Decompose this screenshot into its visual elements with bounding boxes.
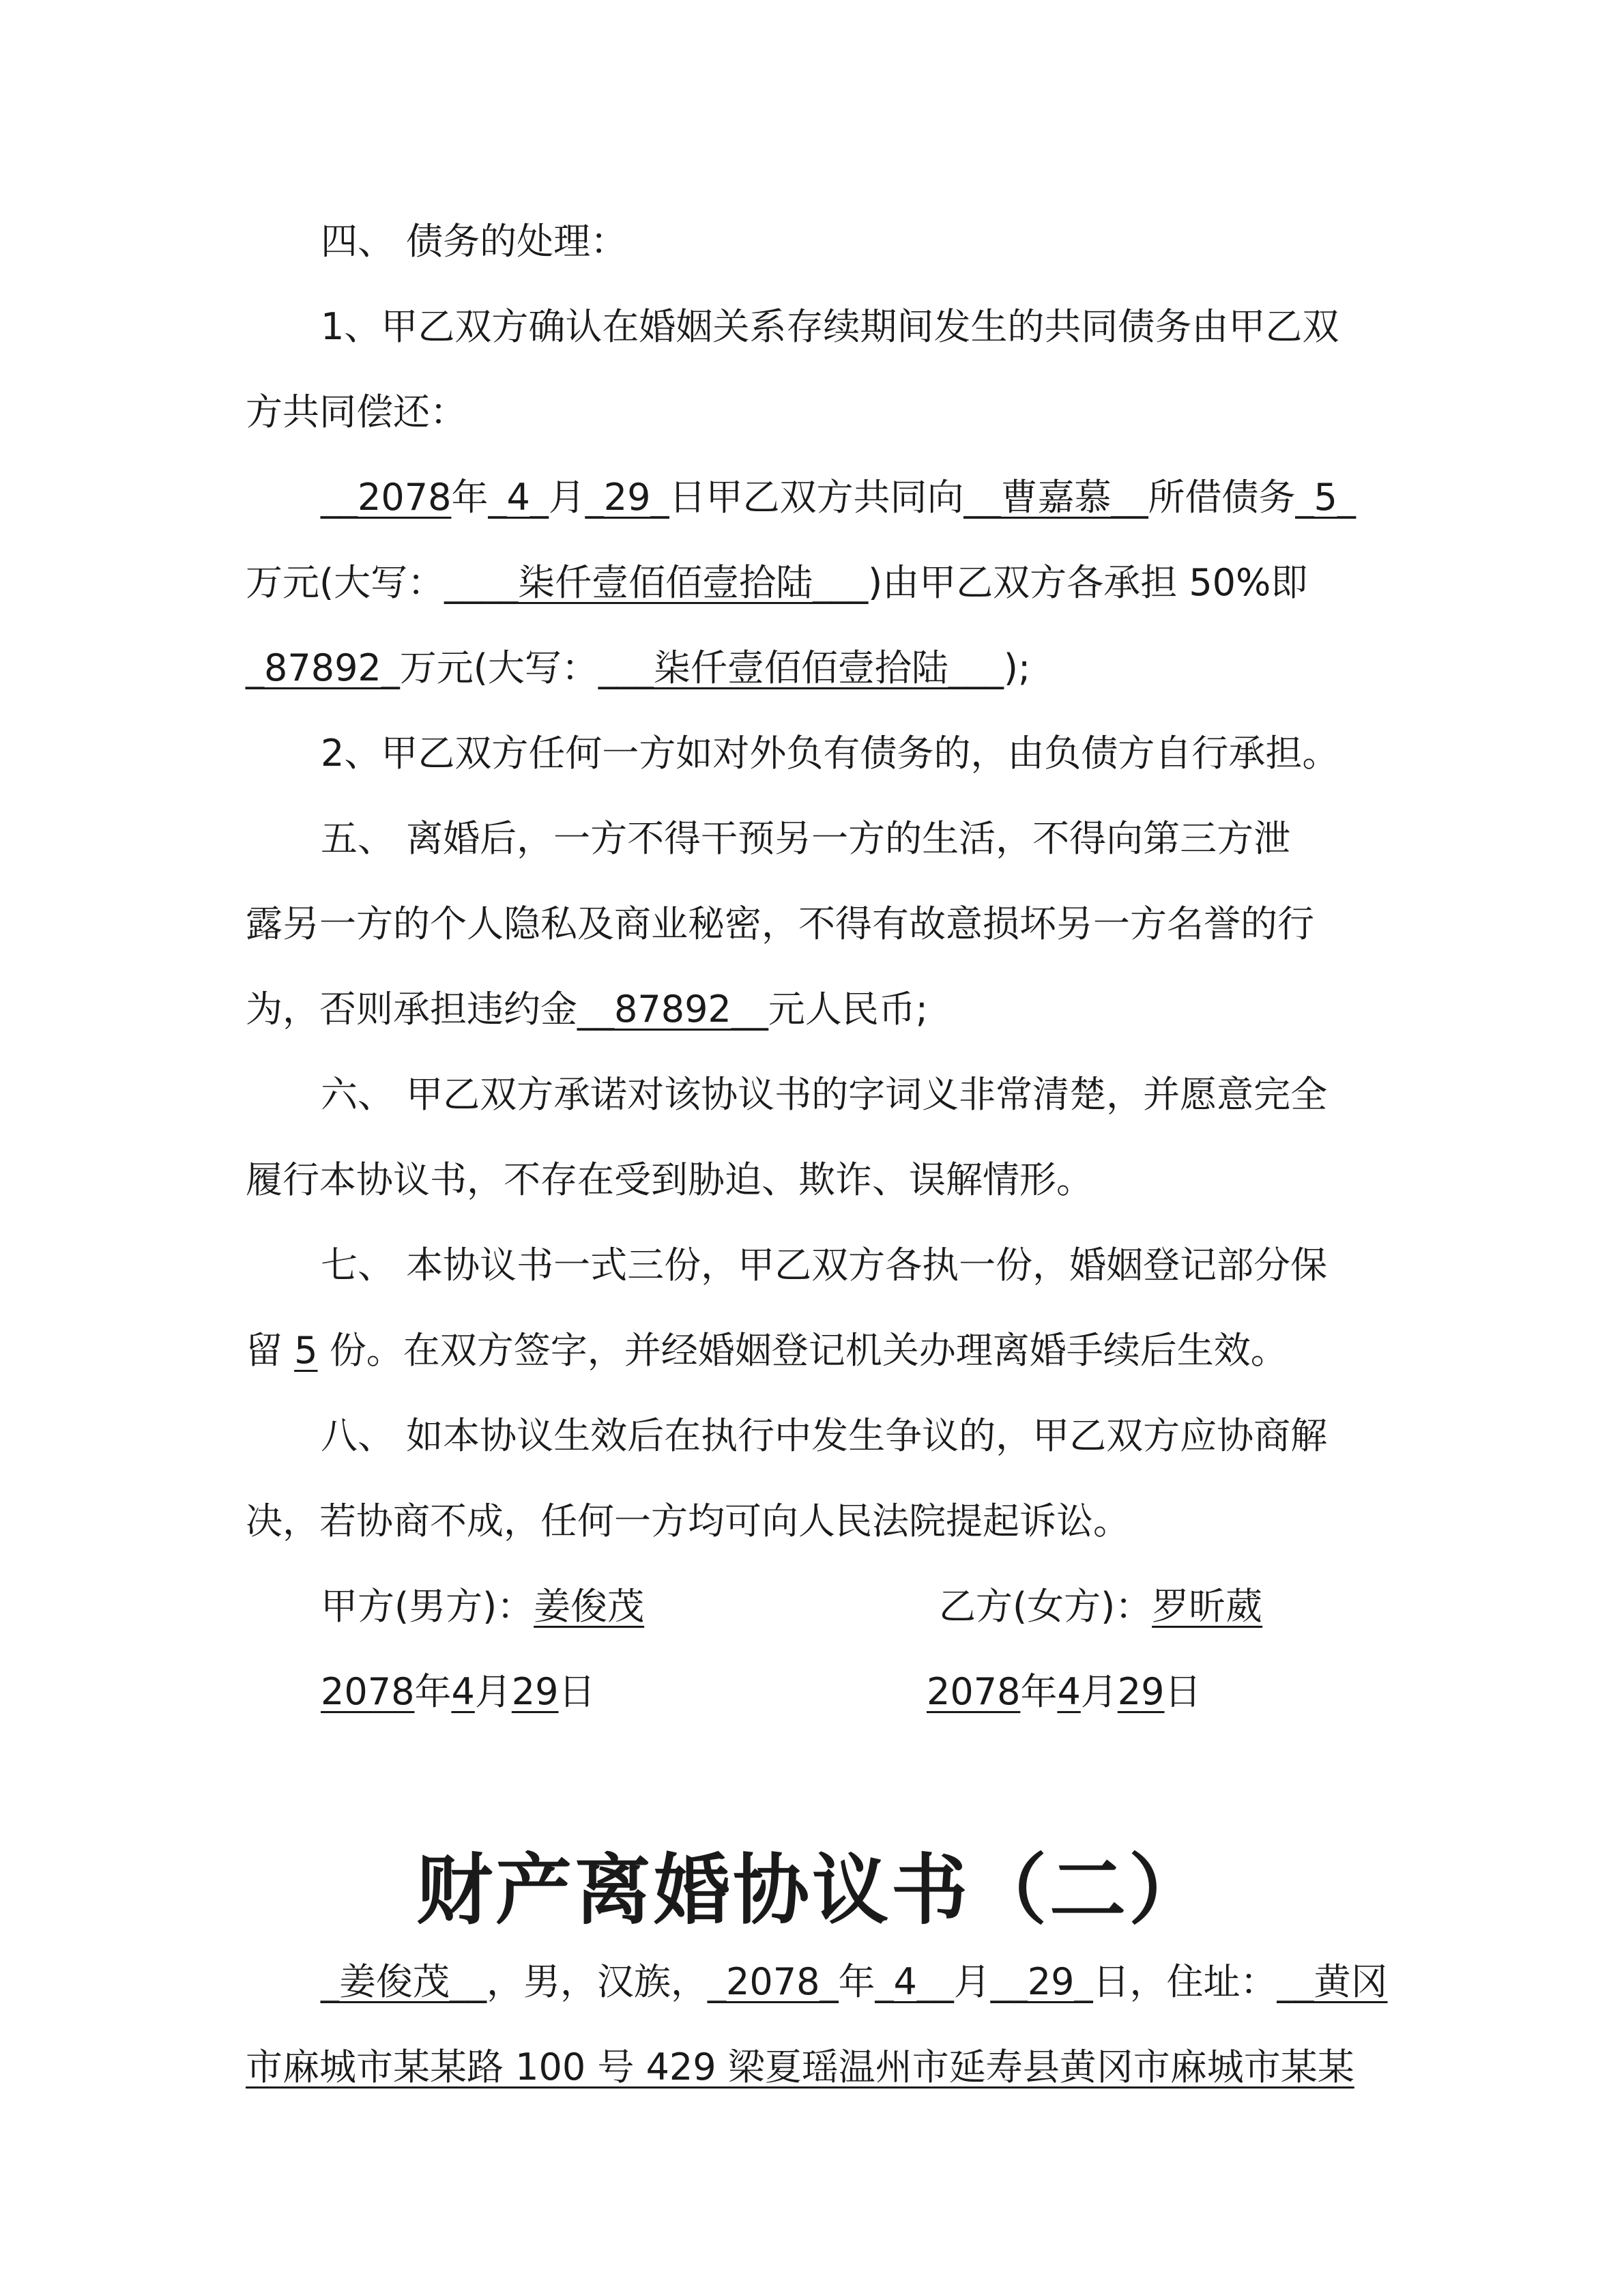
copies-count: 5 <box>294 1329 318 1372</box>
doc2-name: 姜俊茂 <box>339 1960 450 2003</box>
penalty-amount: 87892 <box>614 988 731 1031</box>
party-a-name: 姜俊茂 <box>534 1585 645 1628</box>
debt-each-upper: 柒仟壹佰佰壹拾陆 <box>653 646 948 689</box>
section4-item1-line1: 1、甲乙双方确认在婚姻关系存续期间发生的共同债务由甲乙双 <box>321 305 1339 348</box>
debt-each-ratio: 50% <box>1189 561 1271 604</box>
section4-item2: 2、甲乙双方任何一方如对外负有债务的，由负债方自行承担。 <box>321 732 1339 775</box>
section5-line1: 五、 离婚后，一方不得干预另一方的生活，不得向第三方泄 <box>321 817 1291 860</box>
section6-line1: 六、 甲乙双方承诺对该协议书的字词义非常清楚，并愿意完全 <box>321 1073 1328 1116</box>
party-b-name: 罗昕葳 <box>1152 1585 1263 1628</box>
party-b-signature: 乙方(女方)：罗昕葳 <box>939 1585 1263 1628</box>
party-a-date: 2078年4月29日 <box>321 1670 596 1713</box>
debt-creditor: 曹嘉慕 <box>1000 476 1112 519</box>
section5-line2: 露另一方的个人隐私及商业秘密，不得有故意损坏另一方名誉的行 <box>246 902 1314 945</box>
debt-amount: 5 <box>1314 476 1337 519</box>
party-a-signature: 甲方(男方)：姜俊茂 <box>321 1585 645 1628</box>
doc2-title: 财产离婚协议书（二） <box>416 1846 1208 1935</box>
section6-line2: 履行本协议书，不存在受到胁迫、欺诈、误解情形。 <box>246 1158 1093 1201</box>
doc2-address-line2: 市麻城市某某路 100 号 429 梁夏瑶温州市延寿县黄冈市麻城市某某 <box>246 2046 1354 2089</box>
debt-line3: _87892_万元(大写：___柒仟壹佰佰壹拾陆___); <box>246 646 1031 689</box>
section7-line1: 七、 本协议书一式三份，甲乙双方各执一份，婚姻登记部分保 <box>321 1244 1328 1287</box>
section8-line1: 八、 如本协议生效后在执行中发生争议的，甲乙双方应协商解 <box>321 1414 1328 1457</box>
debt-line1: __2078年_4_月_29_日甲乙双方共同向__曹嘉慕__所借债务_5_ <box>321 476 1356 519</box>
section4-item1-line2: 方共同偿还： <box>246 390 467 433</box>
doc2-party-line1: _姜俊茂__，男，汉族，_2078_年_4__月__29_日，住址：__黄冈 <box>321 1960 1388 2003</box>
debt-month: 4 <box>506 476 530 519</box>
debt-year: 2078 <box>358 476 452 519</box>
section7-line2: 留 5 份。在双方签字，并经婚姻登记机关办理离婚手续后生效。 <box>246 1329 1288 1372</box>
party-b-date: 2078年4月29日 <box>927 1670 1202 1713</box>
section5-line3: 为，否则承担违约金__87892__元人民币; <box>246 988 928 1031</box>
debt-line2: 万元(大写：____柒仟壹佰佰壹拾陆___)由甲乙双方各承担 50%即 <box>246 561 1308 604</box>
section8-line2: 决，若协商不成，任何一方均可向人民法院提起诉讼。 <box>246 1499 1130 1542</box>
section4-heading: 四、 债务的处理： <box>321 220 628 263</box>
debt-amount-upper: 柒仟壹佰佰壹拾陆 <box>518 561 813 604</box>
debt-day: 29 <box>603 476 651 519</box>
debt-each-amount: 87892 <box>264 646 381 689</box>
